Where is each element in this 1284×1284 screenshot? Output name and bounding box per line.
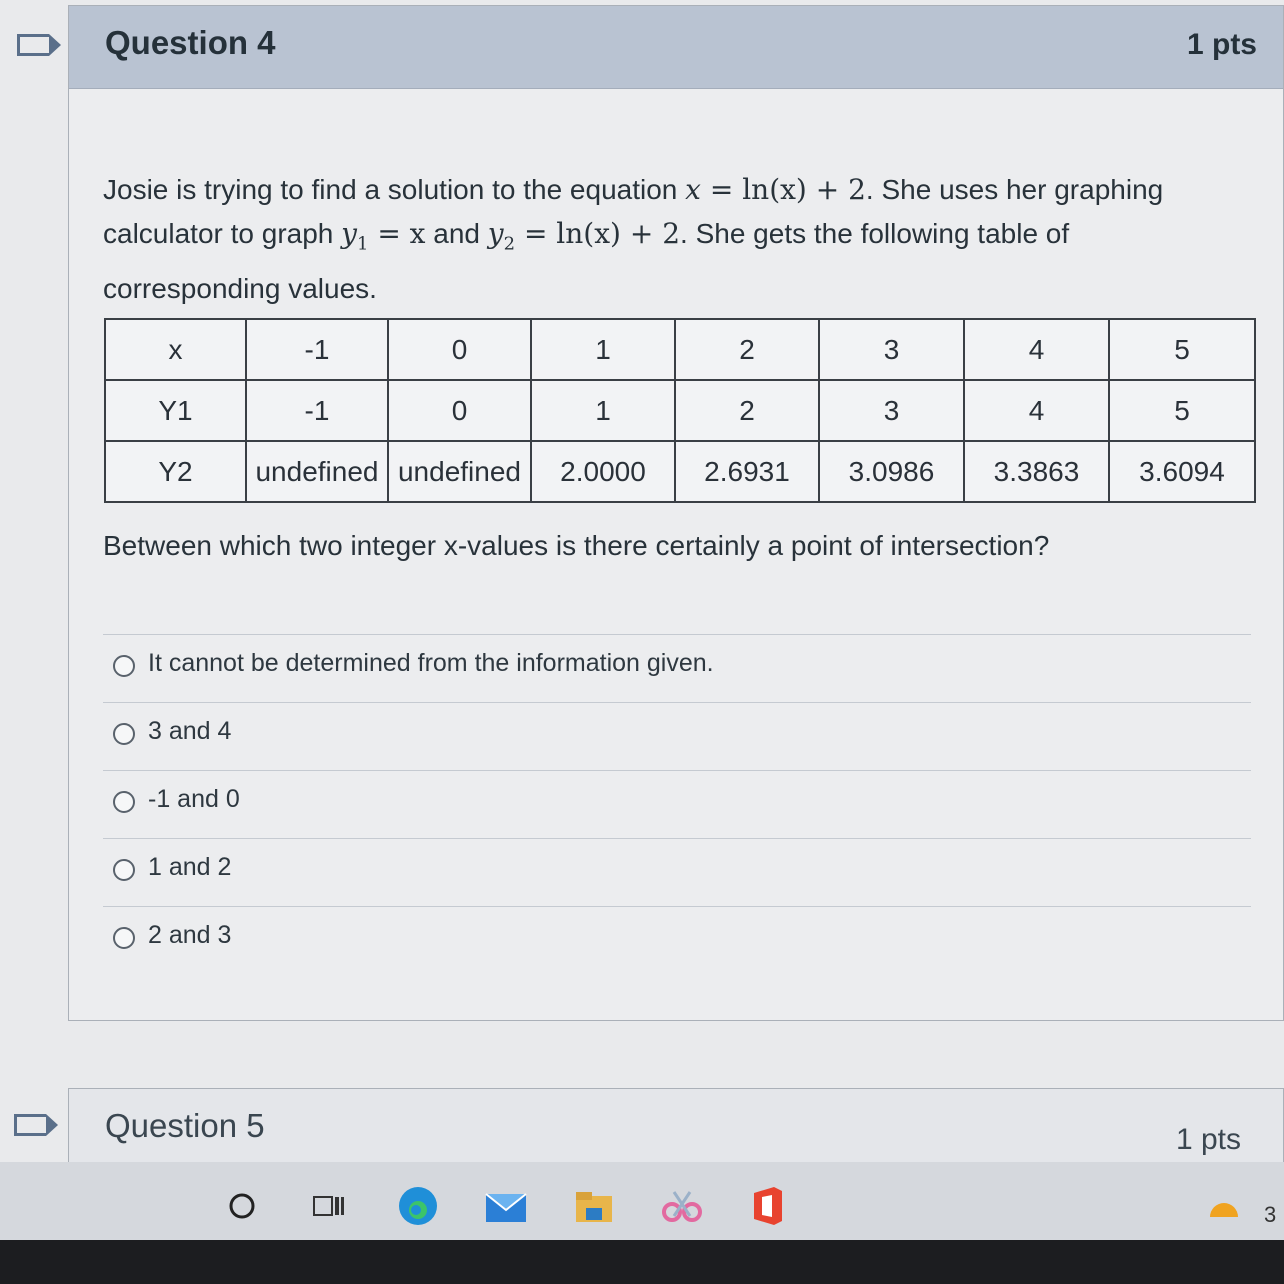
table-cell: 2.0000	[531, 441, 675, 502]
radio-button[interactable]	[113, 927, 135, 949]
table-cell: Y2	[105, 441, 246, 502]
question-title: Question 4	[105, 24, 276, 61]
table-cell: 1	[531, 319, 675, 380]
question-points: 1 pts	[1175, 1123, 1241, 1156]
question-text	[103, 168, 1213, 311]
equation	[685, 173, 866, 206]
values-table	[104, 318, 1256, 503]
y2-sub: 2	[503, 233, 516, 255]
windows-taskbar	[0, 1162, 1284, 1242]
radio-button[interactable]	[113, 655, 135, 677]
office-icon[interactable]	[746, 1184, 790, 1228]
task-view-icon[interactable]	[306, 1184, 350, 1228]
screen-bezel	[0, 1240, 1284, 1284]
table-cell: 3.0986	[819, 441, 964, 502]
question-header	[69, 6, 1283, 89]
answer-option[interactable]	[103, 906, 1251, 973]
edge-icon[interactable]	[396, 1184, 440, 1228]
answer-option[interactable]	[103, 770, 1251, 837]
table-cell: 4	[964, 380, 1109, 441]
radio-button[interactable]	[113, 859, 135, 881]
y1-rhs: = x	[368, 217, 426, 250]
cortana-icon[interactable]	[220, 1184, 264, 1228]
table-cell: 5	[1109, 319, 1255, 380]
radio-button[interactable]	[113, 723, 135, 745]
table-row-x	[105, 319, 1255, 380]
file-explorer-icon[interactable]	[572, 1184, 616, 1228]
table-cell: 5	[1109, 380, 1255, 441]
snip-sketch-icon[interactable]	[660, 1184, 704, 1228]
weather-icon[interactable]	[1204, 1184, 1244, 1228]
answer-label[interactable]: 3 and 4	[148, 717, 232, 745]
question-points: 1 pts	[1186, 28, 1257, 61]
y1-definition	[341, 217, 426, 255]
y2-rhs: = ln(x) + 2	[515, 217, 681, 250]
table-cell: 0	[388, 380, 531, 441]
question-prompt: Between which two integer x-values is there certainly a point of intersection?	[103, 530, 1050, 561]
table-cell: 3	[819, 319, 964, 380]
answer-label[interactable]: 2 and 3	[148, 921, 232, 949]
table-cell: 2.6931	[675, 441, 819, 502]
table-cell: 2	[675, 380, 819, 441]
y2-var: y	[487, 217, 504, 250]
table-cell: x	[105, 319, 246, 380]
answer-option[interactable]	[103, 838, 1251, 905]
flag-question-icon[interactable]	[17, 34, 49, 56]
table-cell: 4	[964, 319, 1109, 380]
question-text-part3: . She gets the following table of corresponding values.	[103, 218, 1070, 304]
answer-label[interactable]: 1 and 2	[148, 853, 232, 881]
radio-button[interactable]	[113, 791, 135, 813]
equation-lhs: x	[685, 173, 701, 206]
table-cell: 0	[388, 319, 531, 380]
tray-text: 3	[1264, 1202, 1277, 1227]
table-cell: 2	[675, 319, 819, 380]
equation-rhs: = ln(x) + 2	[700, 173, 866, 206]
answer-label[interactable]: It cannot be determined from the information given.	[148, 649, 714, 677]
table-cell: -1	[246, 319, 388, 380]
y1-sub: 1	[356, 233, 369, 255]
question-4-card	[68, 5, 1284, 1021]
y1-var: y	[341, 217, 357, 250]
table-row-y2	[105, 441, 1255, 502]
answer-label[interactable]: -1 and 0	[148, 785, 240, 813]
answer-option[interactable]	[103, 634, 1251, 701]
table-cell: undefined	[388, 441, 531, 502]
table-cell: undefined	[246, 441, 388, 502]
table-cell: 1	[531, 380, 675, 441]
table-cell: Y1	[105, 380, 246, 441]
question-title: Question 5	[105, 1107, 265, 1144]
question-text-part2: . She uses her graphing calculator to graph	[103, 174, 1164, 249]
answer-option[interactable]	[103, 702, 1251, 769]
table-cell: -1	[246, 380, 388, 441]
table-cell: 3.3863	[964, 441, 1109, 502]
table-cell: 3.6094	[1109, 441, 1255, 502]
mail-icon[interactable]	[484, 1184, 528, 1228]
table-cell: 3	[819, 380, 964, 441]
flag-question-icon[interactable]	[14, 1114, 46, 1136]
table-row-y1	[105, 380, 1255, 441]
y2-definition	[487, 217, 681, 255]
and-text: and	[425, 218, 488, 249]
question-text-part1: Josie is trying to find a solution to the equation	[103, 174, 686, 205]
